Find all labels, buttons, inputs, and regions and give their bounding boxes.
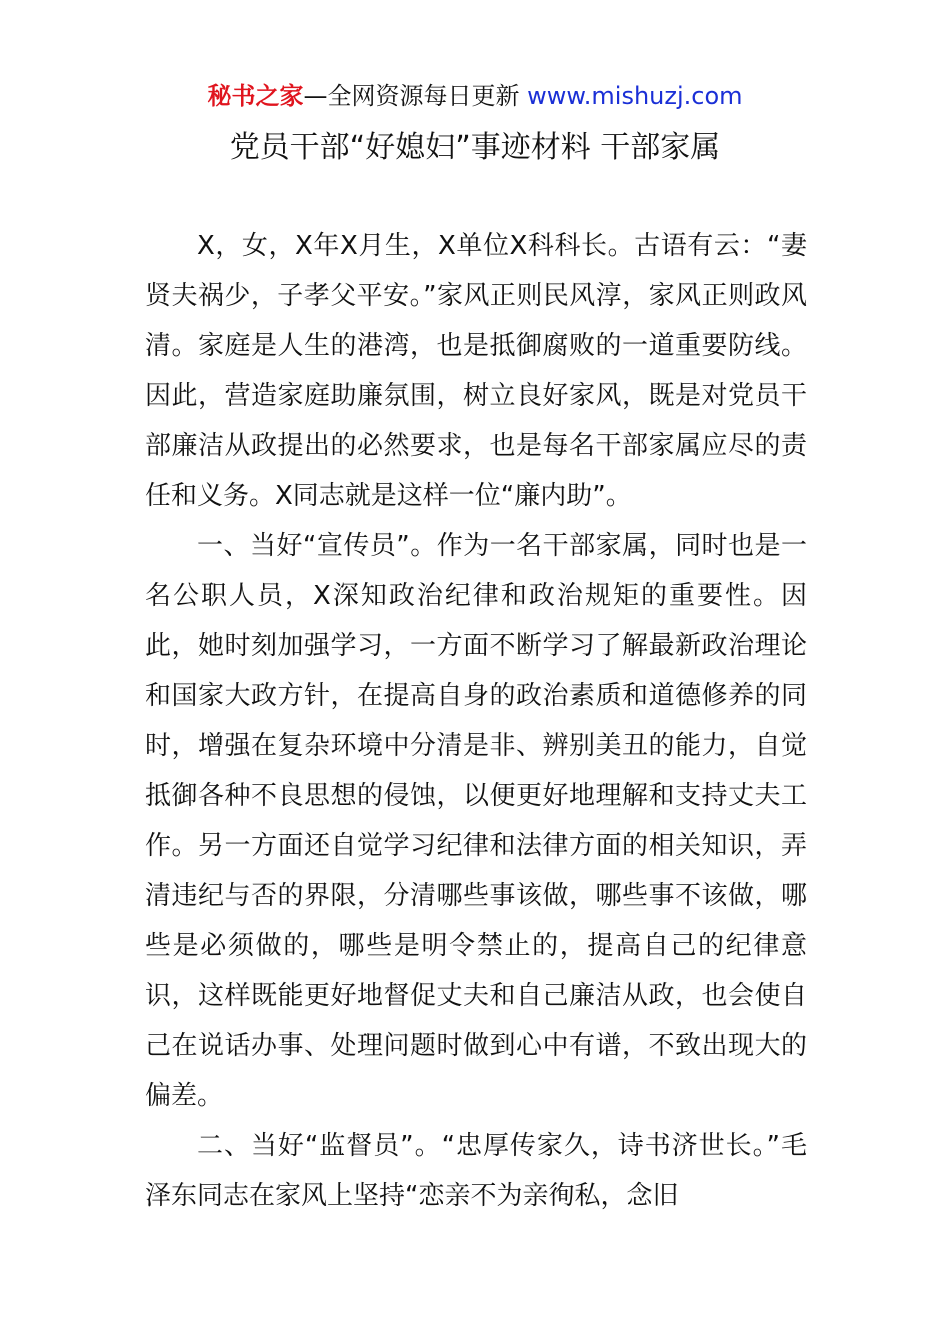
brand-name: 秘书之家 xyxy=(207,82,304,110)
document-title: 党员干部“好媳妇”事迹材料 干部家属 xyxy=(229,130,721,165)
paragraph-section-2: 二、当好“监督员”。“忠厚传家久，诗书济世长。”毛泽东同志在家风上坚持“恋亲不为亲徇私，念旧 xyxy=(145,1131,807,1211)
paragraph-section-1: 一、当好“宣传员”。作为一名干部家属，同时也是一名公职人员，X深知政治纪律和政治规矩的重要性。因此，她时刻加强学习，一方面不断学习了解最新政治理论和国家大政方针，在提高自身的政治素质和道德修养的同时，增强在复杂环境中分清是非、辨别美丑的能力，自觉抵御各种不良思想的侵蚀，以便更好地理解和支持丈夫工作。另一方面还自觉学习纪律和法律方面的相关知识，弄清违纪与否的界限，分清哪些事该做，哪些事不该做，哪些是必须做的，哪些是明令禁止的，提高自己的纪律意识，这样既能更好地督促丈夫和自己廉洁从政，也会使自己在说话办事、处理问题时做到心中有谱，不致出现大的偏差。 xyxy=(145,531,807,1111)
document-body xyxy=(145,221,807,1221)
paragraph-intro: X，女，X年X月生，X单位X科科长。古语有云：“妻贤夫祸少，子孝父平安。”家风正则民风淳，家风正则政风清。家庭是人生的港湾，也是抵御腐败的一道重要防线。因此，营造家庭助廉氛围，树立良好家风，既是对党员干部廉洁从政提出的必然要求，也是每名干部家属应尽的责任和义务。X同志就是这样一位“廉内助”。 xyxy=(145,231,807,511)
header-tagline: —全网资源每日更新 xyxy=(303,82,520,110)
site-header xyxy=(0,80,950,112)
site-url-link[interactable]: www.mishuzj.com xyxy=(527,82,743,110)
